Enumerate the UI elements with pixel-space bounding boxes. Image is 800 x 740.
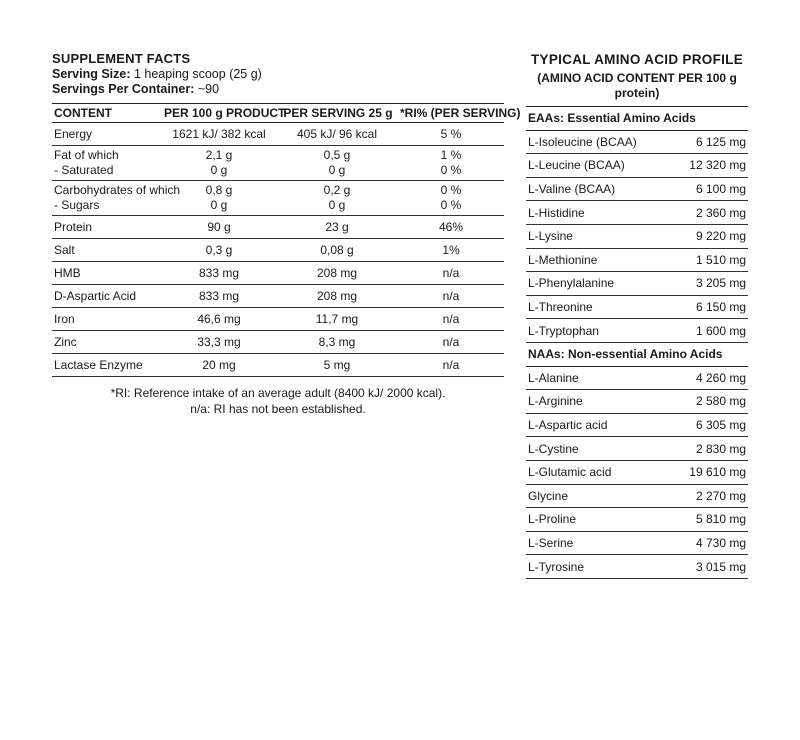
amino-acid-row <box>526 460 748 484</box>
nonessential-amino-header-row <box>526 342 748 366</box>
footnote-ri: *RI: Reference intake of an average adult (8400 kJ/ 2000 kcal). <box>110 386 446 400</box>
row-name <box>52 285 162 308</box>
row-ri-value: 1% <box>442 242 460 257</box>
amino-acid-name: L-Phenylalanine <box>526 272 666 296</box>
amino-acid-value: 4 730 mg <box>666 531 748 555</box>
amino-acid-row <box>526 201 748 225</box>
row-ri <box>398 181 504 216</box>
table-row <box>52 285 504 308</box>
row-ri <box>398 308 504 331</box>
row-per-100g-value: 90 g <box>207 219 231 234</box>
servings-value: ~90 <box>194 82 220 96</box>
servings-label: Servings Per Container: <box>52 82 195 96</box>
row-ri-value: n/a <box>442 311 460 326</box>
amino-acid-table <box>526 106 748 579</box>
supplement-facts-table <box>52 103 521 377</box>
row-per-100g <box>162 354 276 377</box>
serving-size-value: 1 heaping scoop (25 g) <box>130 67 262 81</box>
row-per-100g-value: 2,1 g <box>205 148 233 162</box>
amino-acid-name: L-Alanine <box>526 366 666 390</box>
amino-acid-name: L-Tryptophan <box>526 319 666 343</box>
amino-acid-value: 6 100 mg <box>666 177 748 201</box>
row-per-serving-value: 23 g <box>325 219 349 234</box>
footnote-na: n/a: RI has not been established. <box>190 402 366 416</box>
amino-acid-row <box>526 224 748 248</box>
row-per-serving <box>276 123 398 146</box>
row-name-value: Fat of which <box>54 148 119 162</box>
row-name-value: D-Aspartic Acid <box>54 288 137 303</box>
amino-acid-row <box>526 130 748 154</box>
row-ri <box>398 146 504 181</box>
amino-profile-subtitle: (AMINO ACID CONTENT PER 100 g protein) <box>537 71 737 100</box>
row-per-serving <box>276 331 398 354</box>
row-name <box>52 239 162 262</box>
row-per-serving <box>276 354 398 377</box>
row-per-serving-value: 208 mg <box>316 265 358 280</box>
row-per-100g <box>162 146 276 181</box>
amino-acid-row <box>526 531 748 555</box>
row-ri-value: 5 % <box>440 126 462 141</box>
row-ri-sub-value: 0 % <box>440 198 462 212</box>
amino-acid-value: 6 125 mg <box>666 130 748 154</box>
row-ri-value: n/a <box>442 357 460 372</box>
row-per-serving <box>276 262 398 285</box>
row-name-value: Carbohydrates of which <box>54 183 181 197</box>
amino-acid-name: L-Proline <box>526 508 666 532</box>
table-row <box>52 216 504 239</box>
row-per-100g-value: 833 mg <box>198 288 240 303</box>
row-per-serving-value: 11,7 mg <box>315 311 359 326</box>
row-per-serving-value: 0,2 g <box>323 183 351 197</box>
row-per-100g-value: 1621 kJ/ 382 kcal <box>172 126 266 141</box>
supplement-facts-panel <box>52 51 521 417</box>
amino-acid-value: 1 510 mg <box>666 248 748 272</box>
row-per-100g-sub-value: 0 g <box>210 198 228 212</box>
row-name-sub-value: - Sugars <box>54 198 100 212</box>
row-name-value: Protein <box>54 219 93 234</box>
row-per-100g <box>162 216 276 239</box>
row-name <box>52 181 181 216</box>
header-per-100g: PER 100 g PRODUCT <box>162 104 276 123</box>
amino-acid-name: Glycine <box>526 484 666 508</box>
row-per-100g-value: 833 mg <box>198 265 240 280</box>
amino-acid-value: 4 260 mg <box>666 366 748 390</box>
table-header-row <box>52 104 504 123</box>
row-name-value: Iron <box>54 311 75 326</box>
row-name <box>52 123 162 146</box>
amino-acid-row <box>526 295 748 319</box>
row-ri-value: 46% <box>438 219 464 234</box>
supplement-facts-title: SUPPLEMENT FACTS <box>52 51 191 66</box>
header-content: CONTENT <box>52 104 162 123</box>
amino-acid-value: 2 270 mg <box>666 484 748 508</box>
row-ri-sub-value: 0 % <box>440 163 462 177</box>
row-ri-value: n/a <box>442 265 460 280</box>
amino-acid-value: 9 220 mg <box>666 224 748 248</box>
row-name-value: Energy <box>54 126 93 141</box>
header-ri: *RI% (PER SERVING) <box>398 104 504 123</box>
serving-size <box>52 67 504 82</box>
amino-acid-value: 3 015 mg <box>666 555 748 579</box>
amino-acid-value: 5 810 mg <box>666 508 748 532</box>
amino-acid-value: 6 305 mg <box>666 413 748 437</box>
row-per-100g <box>162 308 276 331</box>
amino-acid-name: L-Isoleucine (BCAA) <box>526 130 666 154</box>
row-name-value: HMB <box>54 265 81 280</box>
row-per-100g <box>162 123 276 146</box>
row-per-serving <box>276 216 398 239</box>
row-ri <box>398 285 504 308</box>
amino-acid-row <box>526 154 748 178</box>
amino-acid-row <box>526 390 748 414</box>
row-per-100g-value: 0,8 g <box>205 183 233 197</box>
amino-acid-name: L-Leucine (BCAA) <box>526 154 666 178</box>
table-row <box>52 239 504 262</box>
servings-per-container <box>52 82 504 97</box>
row-name-value: Zinc <box>54 334 77 349</box>
essential-amino-header-row <box>526 107 748 131</box>
serving-size-label: Serving Size: <box>52 67 131 81</box>
row-ri-value: 1 % <box>440 148 462 162</box>
row-per-100g-value: 20 mg <box>202 357 236 372</box>
amino-acid-name: L-Valine (BCAA) <box>526 177 666 201</box>
row-name <box>52 308 162 331</box>
nonessential-amino-header: NAAs: Non-essential Amino Acids <box>526 342 748 366</box>
amino-acid-row <box>526 177 748 201</box>
row-per-serving-value: 405 kJ/ 96 kcal <box>296 126 378 141</box>
amino-acid-name: L-Cystine <box>526 437 666 461</box>
amino-acid-name: L-Threonine <box>526 295 666 319</box>
amino-acid-name: L-Aspartic acid <box>526 413 666 437</box>
row-per-100g <box>162 262 276 285</box>
row-per-100g <box>162 285 276 308</box>
amino-acid-value: 19 610 mg <box>666 460 748 484</box>
row-ri <box>398 239 504 262</box>
row-per-100g-value: 46,6 mg <box>197 311 241 326</box>
row-per-100g-sub-value: 0 g <box>210 163 228 177</box>
row-ri <box>398 354 504 377</box>
amino-acid-name: L-Lysine <box>526 224 666 248</box>
footnote <box>52 385 504 417</box>
amino-acid-name: L-Serine <box>526 531 666 555</box>
amino-acid-row <box>526 508 748 532</box>
amino-acid-name: L-Tyrosine <box>526 555 666 579</box>
table-row <box>52 123 504 146</box>
row-name <box>52 331 162 354</box>
row-per-100g <box>162 331 276 354</box>
row-name <box>52 216 162 239</box>
table-row <box>52 146 504 181</box>
row-per-serving <box>276 239 398 262</box>
table-row <box>52 262 504 285</box>
amino-acid-rows <box>526 107 748 579</box>
essential-amino-header: EAAs: Essential Amino Acids <box>526 107 748 131</box>
table-row <box>52 331 504 354</box>
amino-acid-row <box>526 319 748 343</box>
amino-acid-profile-panel <box>526 51 748 579</box>
row-per-serving <box>276 181 398 216</box>
amino-acid-row <box>526 248 748 272</box>
row-ri <box>398 216 504 239</box>
amino-acid-row <box>526 366 748 390</box>
amino-acid-name: L-Methionine <box>526 248 666 272</box>
row-name-sub-value: - Saturated <box>54 163 114 177</box>
row-per-serving-value: 0,08 g <box>320 242 354 257</box>
amino-acid-row <box>526 484 748 508</box>
row-per-serving-value: 8,3 mg <box>318 334 356 349</box>
row-ri <box>398 262 504 285</box>
row-ri <box>398 331 504 354</box>
row-ri-value: 0 % <box>440 183 462 197</box>
row-ri-value: n/a <box>442 288 460 303</box>
row-per-serving-sub-value: 0 g <box>328 198 346 212</box>
amino-acid-value: 2 830 mg <box>666 437 748 461</box>
row-name <box>52 262 162 285</box>
row-ri <box>398 123 504 146</box>
table-row <box>52 308 504 331</box>
header-per-serving: PER SERVING 25 g <box>276 104 398 123</box>
amino-acid-value: 3 205 mg <box>666 272 748 296</box>
row-per-serving-value: 5 mg <box>323 357 351 372</box>
amino-acid-name: L-Arginine <box>526 390 666 414</box>
row-name-value: Lactase Enzyme <box>54 357 143 372</box>
row-per-100g-value: 0,3 g <box>205 242 233 257</box>
row-per-serving <box>276 146 398 181</box>
amino-acid-row <box>526 272 748 296</box>
row-per-100g <box>162 239 276 262</box>
amino-acid-name: L-Glutamic acid <box>526 460 666 484</box>
row-per-serving-value: 0,5 g <box>323 148 351 162</box>
row-ri-value: n/a <box>442 334 460 349</box>
row-per-serving-value: 208 mg <box>316 288 358 303</box>
amino-profile-title: TYPICAL AMINO ACID PROFILE <box>530 52 744 67</box>
amino-acid-value: 12 320 mg <box>666 154 748 178</box>
row-per-serving <box>276 285 398 308</box>
supplement-facts-rows <box>52 123 504 377</box>
amino-acid-row <box>526 437 748 461</box>
row-per-serving-sub-value: 0 g <box>328 163 346 177</box>
table-row <box>52 354 504 377</box>
row-per-serving <box>276 308 398 331</box>
amino-acid-value: 2 360 mg <box>666 201 748 225</box>
amino-acid-row <box>526 555 748 579</box>
amino-acid-value: 6 150 mg <box>666 295 748 319</box>
amino-acid-name: L-Histidine <box>526 201 666 225</box>
amino-acid-value: 1 600 mg <box>666 319 748 343</box>
row-name <box>52 146 162 181</box>
amino-acid-row <box>526 413 748 437</box>
table-row <box>52 181 504 216</box>
amino-acid-value: 2 580 mg <box>666 390 748 414</box>
row-per-100g-value: 33,3 mg <box>197 334 241 349</box>
row-name <box>52 354 162 377</box>
row-name-value: Salt <box>54 242 75 257</box>
